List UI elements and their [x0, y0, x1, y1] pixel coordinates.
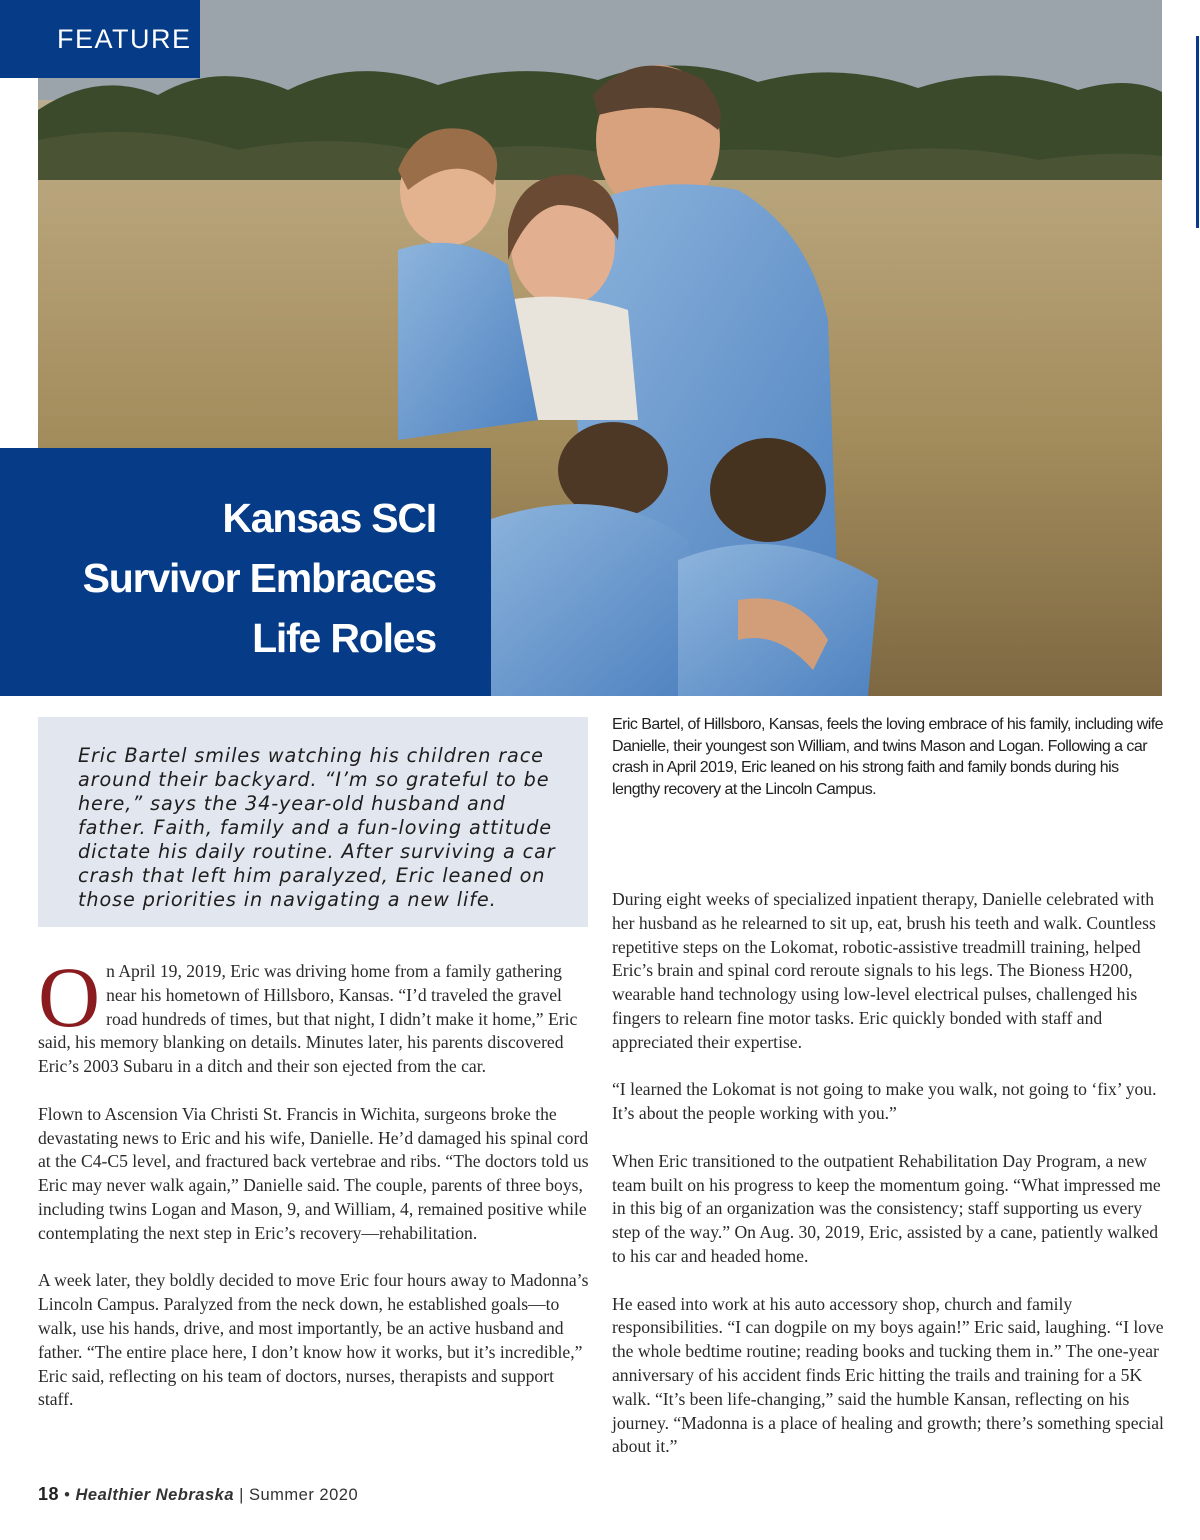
article-paragraph: He eased into work at his auto accessory shop, church and family responsibilities. “I can dogpile on my boys again!” Eric said, laughing. “I love the whole bedtime routine; reading books and tucking them in.” The one-year anniversary of his accident finds Eric hitting the trails and training for a 5K walk. “It’s been life-changing,” said the humble Kansan, reflecting on his journey. “Madonna is a place of healing and growth; there’s something special about it.”	[612, 1293, 1164, 1457]
title-line-3: Life Roles	[252, 615, 436, 661]
page-number: 18	[38, 1484, 60, 1504]
edge-rule	[1196, 36, 1199, 228]
intro-text: Eric Bartel smiles watching his children race around their backyard. “I’m so grateful to be here,” says the 34-year-old husband and father. Faith, family and a fun-loving attitude dictate his daily routine. After surviving a car crash that left him paralyzed, Eric leaned on those priorities in navigating a new life.	[78, 744, 556, 911]
article-paragraph: When Eric transitioned to the outpatient Rehabilitation Day Program, a new team built on his progress to keep the momentum going. “What impressed me in this big of an organization was the consistency; staff supporting us every step of the way.” On Aug. 30, 2019, Eric, assisted by a cane, patiently walked to his car and headed home.	[612, 1150, 1161, 1266]
article-title	[0, 448, 491, 696]
footer-bullet: •	[64, 1486, 71, 1504]
article-paragraph: During eight weeks of specialized inpatient therapy, Danielle celebrated with her husband as he relearned to sit up, eat, brush his teeth and walk. Countless repetitive steps on the Lokomat, robotic-assistive treadmill training, helped Eric’s brain and spinal cord reroute signals to his legs. The Bioness H200, wearable hand technology using low-level electrical pulses, challenged his fingers to relearn fine motor tasks. Eric quickly bonded with staff and appreciated their expertise.	[612, 889, 1156, 1052]
page-footer	[38, 1484, 638, 1505]
issue-label: Summer 2020	[248, 1486, 359, 1504]
article-column-left	[38, 949, 590, 1436]
paragraph-text: n April 19, 2019, Eric was driving home from a family gathering near his hometown of Hillsboro, Kansas. “I’d traveled the gravel road hundreds of times, but that night, I didn’t make it home,” Eric said, his memory blanking on details. Minutes later, his parents discovered Eric’s 2003 Subaru in a ditch and their son ejected from the car.	[38, 961, 578, 1077]
article-paragraph: A week later, they boldly decided to move Eric four hours away to Madonna’s Lincoln Campus. Paralyzed from the neck down, he established goals—to walk, use his hands, drive, and most importantly, be an active husband and father. “The entire place here, I don’t know how it works, but it’s incredible,” Eric said, reflecting on his team of doctors, nurses, therapists and support staff.	[38, 1270, 589, 1410]
pull-quote-paragraph: “I learned the Lokomat is not going to make you walk, not going to ‘fix’ you. It’s about the people working with you.”	[612, 1079, 1157, 1124]
article-paragraph	[38, 949, 590, 1079]
title-line-1: Kansas SCI	[222, 495, 436, 541]
intro-pull-box	[38, 717, 588, 927]
photo-caption: Eric Bartel, of Hillsboro, Kansas, feels the loving embrace of his family, including wife Danielle, their youngest son William, and twins Mason and Logan. Following a car crash in April 2019, Eric leaned on his strong faith and family bonds during his lengthy recovery at the Lincoln Campus.	[612, 716, 1164, 798]
magazine-name: Healthier Nebraska	[75, 1486, 234, 1504]
footer-separator: |	[239, 1486, 244, 1504]
title-line-2: Survivor Embraces	[82, 555, 436, 601]
article-paragraph: Flown to Ascension Via Christi St. Francis in Wichita, surgeons broke the devastating news to Eric and his wife, Danielle. He’d damaged his spinal cord at the C4-C5 level, and fractured back vertebrae and ribs. “The doctors told us Eric may never walk again,” Danielle said. The couple, parents of three boys, including twins Logan and Mason, 9, and William, 4, remained positive while contemplating the next step in Eric’s recovery—rehabilitation.	[38, 1103, 589, 1243]
drop-cap: O	[38, 949, 101, 1045]
section-label: FEATURE	[0, 0, 200, 78]
article-column-right	[612, 888, 1164, 1483]
